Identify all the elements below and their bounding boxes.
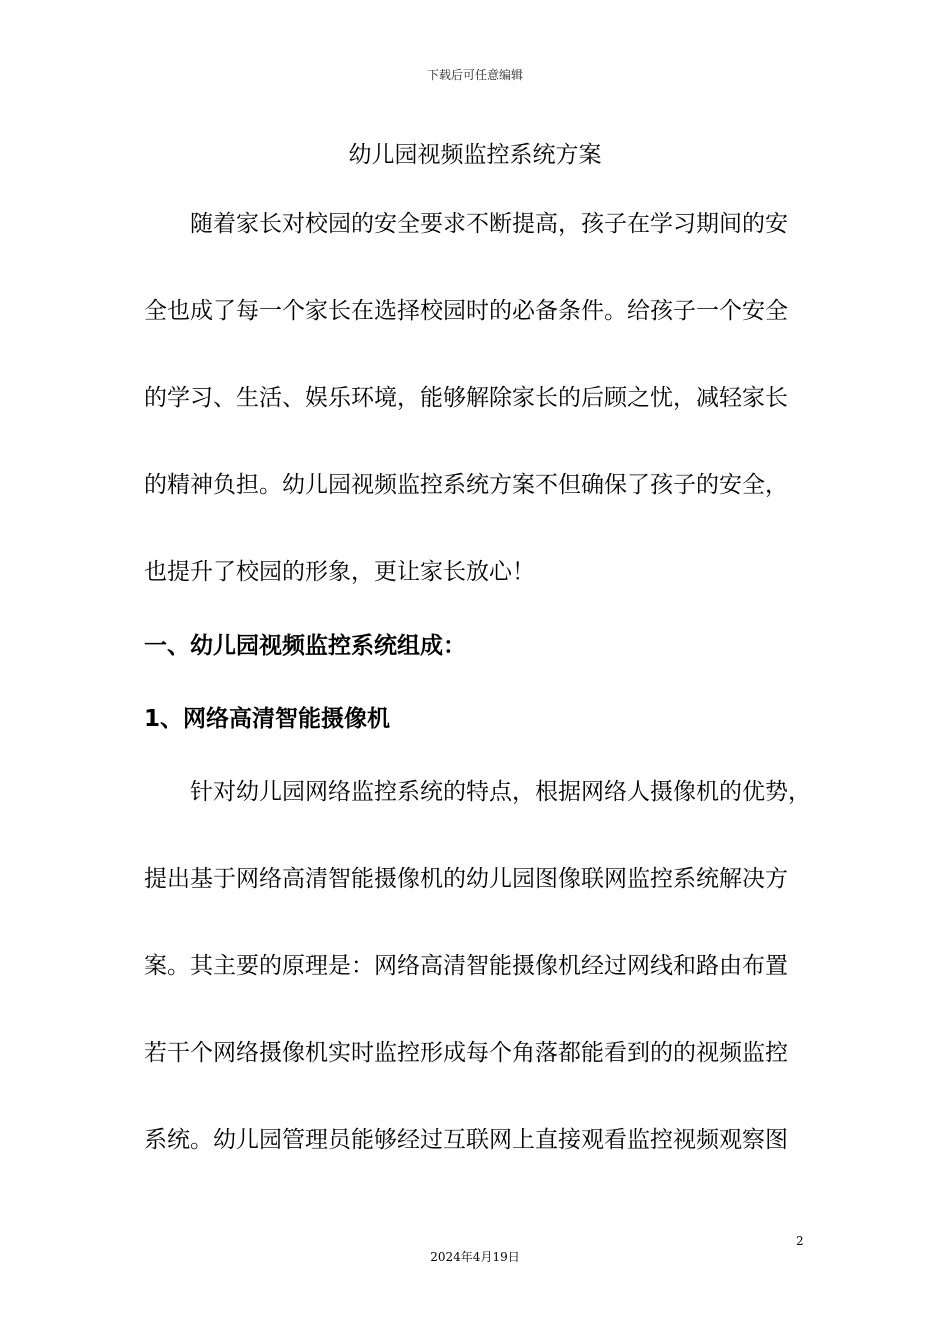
section-heading: 一、幼儿园视频监控系统组成： (144, 633, 466, 659)
body-line-1: 针对幼儿园网络监控系统的特点，根据网络人摄像机的优势， (190, 779, 811, 805)
intro-line-3: 的学习、生活、娱乐环境，能够解除家长的后顾之忧，减轻家长 (144, 385, 788, 411)
footer-date: 2024年4月19日 (430, 1250, 520, 1264)
header-note: 下载后可任意编辑 (426, 68, 523, 82)
intro-line-1: 随着家长对校园的安全要求不断提高，孩子在学习期间的安 (190, 211, 788, 237)
subsection-heading: 1、网络高清智能摄像机 (144, 706, 391, 732)
page-number: 2 (796, 1234, 804, 1248)
body-line-4: 若干个网络摄像机实时监控形成每个角落都能看到的的视频监控 (144, 1040, 788, 1066)
body-line-2: 提出基于网络高清智能摄像机的幼儿园图像联网监控系统解决方 (144, 866, 788, 892)
intro-line-4: 的精神负担。幼儿园视频监控系统方案不但确保了孩子的安全， (144, 472, 788, 498)
intro-line-5: 也提升了校园的形象，更让家长放心！ (144, 559, 535, 585)
body-line-5: 系统。幼儿园管理员能够经过互联网上直接观看监控视频观察图 (144, 1127, 788, 1153)
intro-line-2: 全也成了每一个家长在选择校园时的必备条件。给孩子一个安全 (144, 298, 788, 324)
body-line-3: 案。其主要的原理是：网络高清智能摄像机经过网线和路由布置 (144, 953, 788, 979)
document-title: 幼儿园视频监控系统方案 (348, 142, 602, 168)
